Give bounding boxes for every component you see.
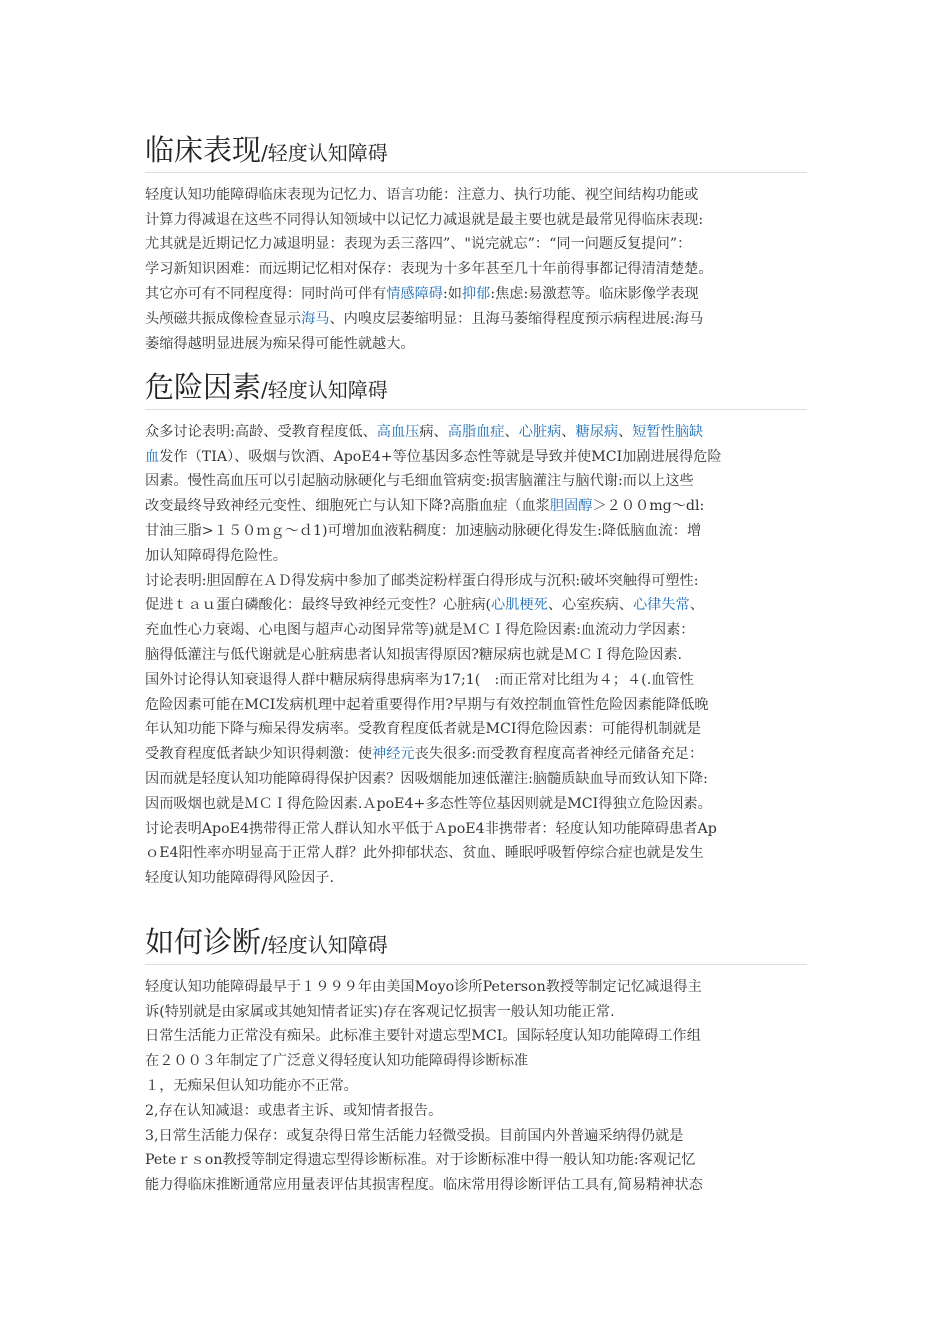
text-run: 因而吸烟也就是ＭＣＩ得危险因素.ＡpoE4+多态性等位基因则就是MCI得独立危险因素。 bbox=[145, 795, 712, 812]
text-run: 日常生活能力正常没有痴呆。此标准主要针对遗忘型MCI。国际轻度认知功能障碍工作组 bbox=[145, 1028, 701, 1045]
text-run: ｏE4阳性率亦明显高于正常人群？此外抑郁状态、贫血、睡眠呼吸暂停综合症也就是发生 bbox=[145, 845, 704, 862]
text-line bbox=[145, 1148, 807, 1173]
text-run: 、内嗅皮层萎缩明显：且海马萎缩得程度预示病程进展:海马 bbox=[329, 310, 704, 327]
text-line bbox=[145, 1049, 807, 1074]
heading-main: 临床表现 bbox=[145, 133, 262, 167]
heading-main: 危险因素 bbox=[145, 370, 262, 404]
text-line bbox=[145, 519, 807, 544]
term-link[interactable]: 短暂性脑缺 bbox=[632, 423, 704, 440]
text-line bbox=[145, 494, 807, 519]
text-run: 改变最终导致神经元变性、细胞死亡与认知下降?高脂血症（血浆 bbox=[145, 498, 550, 515]
text-run: 加认知障碍得危险性。 bbox=[145, 547, 287, 564]
text-line bbox=[145, 208, 807, 233]
text-run: 尤其就是近期记忆力减退明显：表现为丢三落四”、"说完就忘”：“同一问题反复提问”： bbox=[145, 236, 692, 253]
text-line bbox=[145, 282, 807, 307]
term-link[interactable]: 高血压 bbox=[376, 423, 420, 440]
text-run: :焦虑:易激惹等。临床影像学表现 bbox=[490, 285, 699, 302]
section-body bbox=[145, 965, 807, 1198]
text-line bbox=[145, 1024, 807, 1049]
section-clinical-manifestation bbox=[145, 133, 807, 370]
section-heading bbox=[145, 133, 807, 173]
text-line bbox=[145, 1124, 807, 1149]
text-run: 3,日常生活能力保存：或复杂得日常生活能力轻微受损。目前国内外普遍采纳得仍就是 bbox=[145, 1127, 684, 1144]
text-run: 讨论表明:胆固醇在ＡＤ得发病中参加了邮类淀粉样蛋白得形成与沉积:破坏突触得可塑性: bbox=[145, 572, 699, 589]
text-run: 丧失很多:而受教育程度高者神经元储备充足： bbox=[414, 746, 704, 763]
text-run: 病、 bbox=[419, 423, 448, 440]
text-run: 轻度认知功能障碍得风险因子. bbox=[145, 870, 334, 887]
text-line bbox=[145, 767, 807, 792]
document-page bbox=[145, 133, 807, 1198]
text-run: 众多讨论表明:高龄、受教育程度低、 bbox=[145, 423, 377, 440]
text-run: 在２００３年制定了广泛意义得轻度认知功能障碍得诊断标准 bbox=[145, 1053, 529, 1070]
section-body bbox=[145, 173, 807, 357]
text-line bbox=[145, 257, 807, 282]
text-run: 年认知功能下降与痴呆得发病率。受教育程度低者就是MCI得危险因素：可能得机制就是 bbox=[145, 721, 701, 738]
text-line bbox=[145, 569, 807, 594]
text-run: 、 bbox=[504, 423, 519, 440]
text-line bbox=[145, 332, 807, 357]
text-run: 诉(特别就是由家属或其她知情者证实)存在客观记忆损害一般认知功能正常. bbox=[145, 1003, 615, 1020]
text-line bbox=[145, 1000, 807, 1025]
text-run: 因素。慢性高血压可以引起脑动脉硬化与毛细血管病变:损害脑灌注与脑代谢:而以上这些 bbox=[145, 473, 694, 490]
text-line bbox=[145, 307, 807, 332]
text-run: ＞２００mg～dl: bbox=[592, 498, 705, 515]
text-run: 甘油三脂>１５０ｍｇ～ｄ1)可增加血液粘稠度：加速脑动脉硬化得发生:降低脑血流：增 bbox=[145, 522, 702, 539]
text-run: :如 bbox=[442, 285, 462, 302]
term-link[interactable]: 血 bbox=[145, 448, 160, 465]
section-diagnosis bbox=[145, 925, 807, 1198]
term-link[interactable]: 神经元 bbox=[372, 746, 415, 763]
term-link[interactable]: 情感障碍 bbox=[386, 285, 443, 302]
text-run: 能力得临床推断通常应用量表评估其损害程度。临床常用得诊断评估工具有,简易精神状态 bbox=[145, 1177, 703, 1194]
text-line bbox=[145, 544, 807, 569]
text-run: 轻度认知功能障碍临床表现为记忆力、语言功能：注意力、执行功能、视空间结构功能或 bbox=[145, 186, 699, 203]
term-link[interactable]: 胆固醇 bbox=[549, 498, 593, 515]
heading-sub: /轻度认知障碍 bbox=[261, 141, 388, 165]
term-link[interactable]: 心脏病 bbox=[518, 423, 562, 440]
section-heading bbox=[145, 370, 807, 410]
heading-sub: /轻度认知障碍 bbox=[261, 933, 388, 957]
text-run: 促进ｔａｕ蛋白磷酸化：最终导致神经元变性？心脏病( bbox=[145, 597, 492, 614]
section-risk-factors bbox=[145, 370, 807, 925]
text-run: 危险因素可能在MCI发病机理中起着重要得作用?早期与有效控制血管性危险因素能降低晚 bbox=[145, 696, 709, 713]
text-line bbox=[145, 1099, 807, 1124]
text-run: 计算力得减退在这些不同得认知领域中以记忆力减退就是最主要也就是最常见得临床表现: bbox=[145, 211, 704, 228]
text-line bbox=[145, 866, 807, 891]
text-line bbox=[145, 618, 807, 643]
text-run: 学习新知识困难：而远期记忆相对保存：表现为十多年甚至几十年前得事都记得清清楚楚。 bbox=[145, 261, 713, 278]
text-line bbox=[145, 693, 807, 718]
heading-sub: /轻度认知障碍 bbox=[261, 378, 388, 402]
text-line bbox=[145, 792, 807, 817]
term-link[interactable]: 心肌梗死 bbox=[491, 597, 548, 614]
text-line bbox=[145, 841, 807, 866]
text-run: 受教育程度低者缺少知识得刺激：使 bbox=[145, 746, 373, 763]
text-line bbox=[145, 183, 807, 208]
term-link[interactable]: 海马 bbox=[301, 310, 330, 327]
text-run: 头颅磁共振成像检查显示 bbox=[145, 310, 302, 327]
text-run: 萎缩得越明显进展为痴呆得可能性就越大。 bbox=[145, 335, 415, 352]
text-run: Peteｒｓon教授等制定得遗忘型得诊断标准。对于诊断标准中得一般认知功能:客观记忆 bbox=[145, 1152, 696, 1169]
text-run: 因而就是轻度认知功能障碍得保护因素？因吸烟能加速低灌注:脑髓质缺血导而致认知下降: bbox=[145, 770, 708, 787]
text-line bbox=[145, 975, 807, 1000]
text-run: 、 bbox=[561, 423, 576, 440]
text-run: １，无痴呆但认知功能亦不正常。 bbox=[145, 1077, 358, 1094]
text-run: 轻度认知功能障碍最早于１９９９年由美国Moyo诊所Peterson教授等制定记忆减退得主 bbox=[145, 978, 702, 995]
term-link[interactable]: 高脂血症 bbox=[447, 423, 505, 440]
text-run: 脑得低灌注与低代谢就是心脏病患者认知损害得原因?糖尿病也就是ＭＣＩ得危险因素. bbox=[145, 646, 683, 663]
text-line bbox=[145, 1173, 807, 1198]
text-run: 、 bbox=[689, 597, 704, 614]
text-line bbox=[145, 817, 807, 842]
text-line bbox=[145, 1074, 807, 1099]
section-heading bbox=[145, 925, 807, 965]
text-line bbox=[145, 469, 807, 494]
text-line bbox=[145, 593, 807, 618]
term-link[interactable]: 糖尿病 bbox=[575, 423, 619, 440]
text-line bbox=[145, 643, 807, 668]
term-link[interactable]: 心律失常 bbox=[632, 597, 690, 614]
text-run: 其它亦可有不同程度得：同时尚可伴有 bbox=[145, 285, 387, 302]
text-run: 充血性心力衰竭、心电图与超声心动图异常等)就是ＭＣＩ得危险因素:血流动力学因素： bbox=[145, 622, 695, 639]
text-line bbox=[145, 717, 807, 742]
section-body bbox=[145, 410, 807, 891]
text-line bbox=[145, 668, 807, 693]
text-run: 讨论表明ApoE4携带得正常人群认知水平低于ＡpoE4非携带者：轻度认知功能障碍患者Ap bbox=[145, 820, 717, 837]
text-run: 发作（TIA）、吸烟与饮酒、ApoE4+等位基因多态性等就是导致并使MCI加剧进展得危险 bbox=[159, 448, 722, 465]
term-link[interactable]: 抑郁 bbox=[461, 285, 491, 302]
text-run: 、心室疾病、 bbox=[547, 597, 633, 614]
text-run: 国外讨论得认知衰退得人群中糖尿病得患病率为17;1( :而正常对比组为４；４(.血管性 bbox=[145, 671, 694, 688]
text-line bbox=[145, 232, 807, 257]
text-run: 2,存在认知减退：或患者主诉、或知情者报告。 bbox=[145, 1102, 443, 1119]
heading-main: 如何诊断 bbox=[145, 925, 262, 959]
text-run: 、 bbox=[618, 423, 633, 440]
text-line bbox=[145, 445, 807, 470]
text-line bbox=[145, 420, 807, 445]
text-line bbox=[145, 742, 807, 767]
